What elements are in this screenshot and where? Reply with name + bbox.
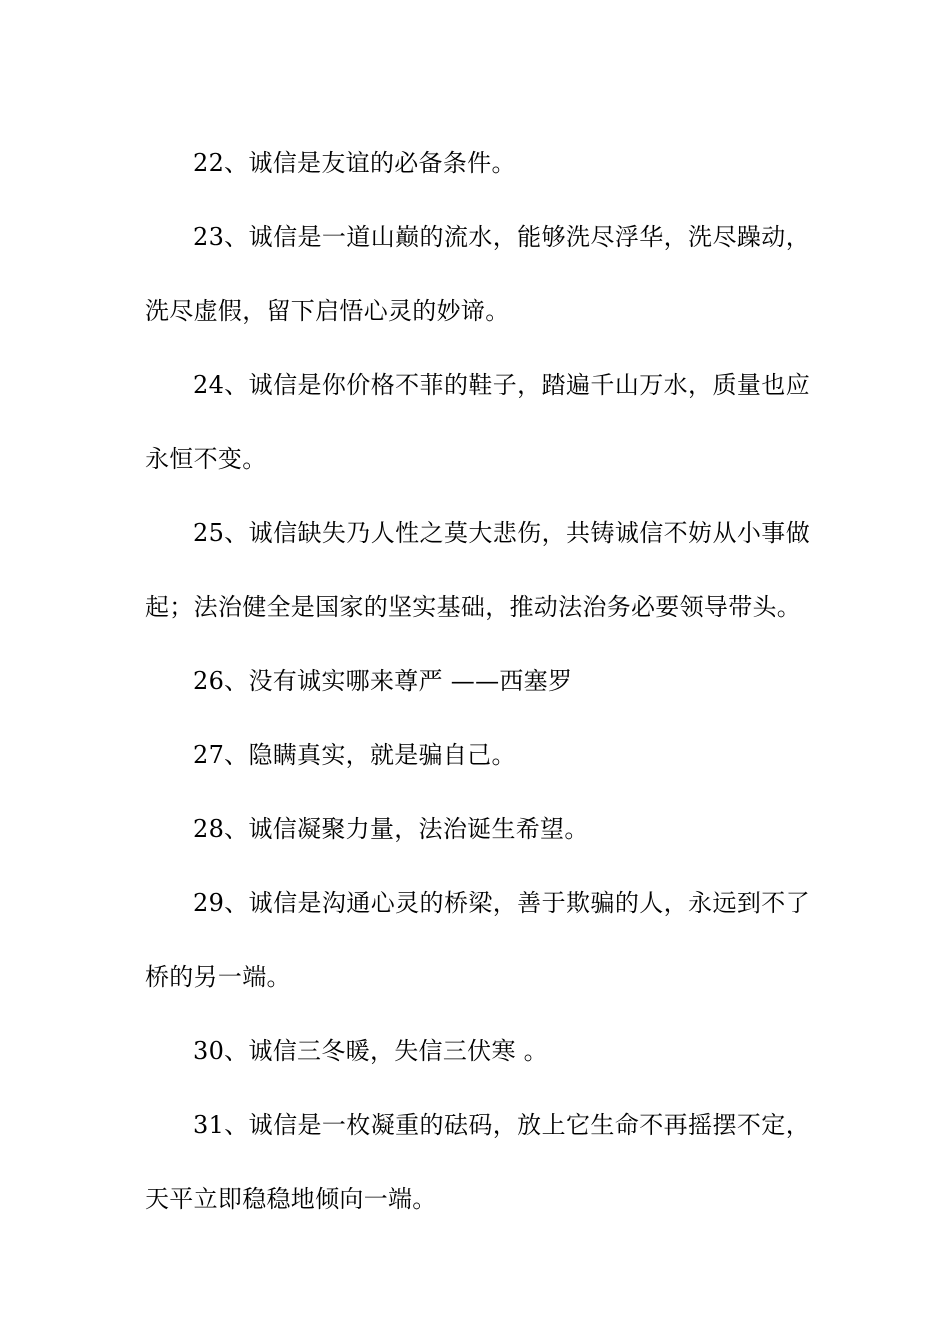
- paragraph-22: 22、诚信是友谊的必备条件。: [193, 149, 516, 177]
- document-body: [145, 126, 810, 1236]
- paragraph-25: 25、诚信缺失乃人性之莫大悲伤，共铸诚信不妨从小事做起；法治健全是国家的坚实基础，推动法治务必要领导带头。: [145, 519, 810, 621]
- paragraph-26: 26、没有诚实哪来尊严 ——西塞罗: [193, 667, 573, 695]
- paragraph-24: 24、诚信是你价格不菲的鞋子，踏遍千山万水，质量也应永恒不变。: [145, 371, 810, 473]
- paragraph-28: 28、诚信凝聚力量，法治诞生希望。: [193, 815, 589, 843]
- paragraph-23: 23、诚信是一道山巅的流水，能够洗尽浮华，洗尽躁动，洗尽虚假，留下启悟心灵的妙谛。: [145, 223, 810, 325]
- paragraph-29: 29、诚信是沟通心灵的桥梁，善于欺骗的人，永远到不了桥的另一端。: [145, 889, 810, 991]
- paragraph-31: 31、诚信是一枚凝重的砝码，放上它生命不再摇摆不定，天平立即稳稳地倾向一端。: [145, 1111, 810, 1213]
- paragraph-27: 27、隐瞒真实，就是骗自己。: [193, 741, 516, 769]
- paragraph-30: 30、诚信三冬暖，失信三伏寒 。: [193, 1037, 548, 1065]
